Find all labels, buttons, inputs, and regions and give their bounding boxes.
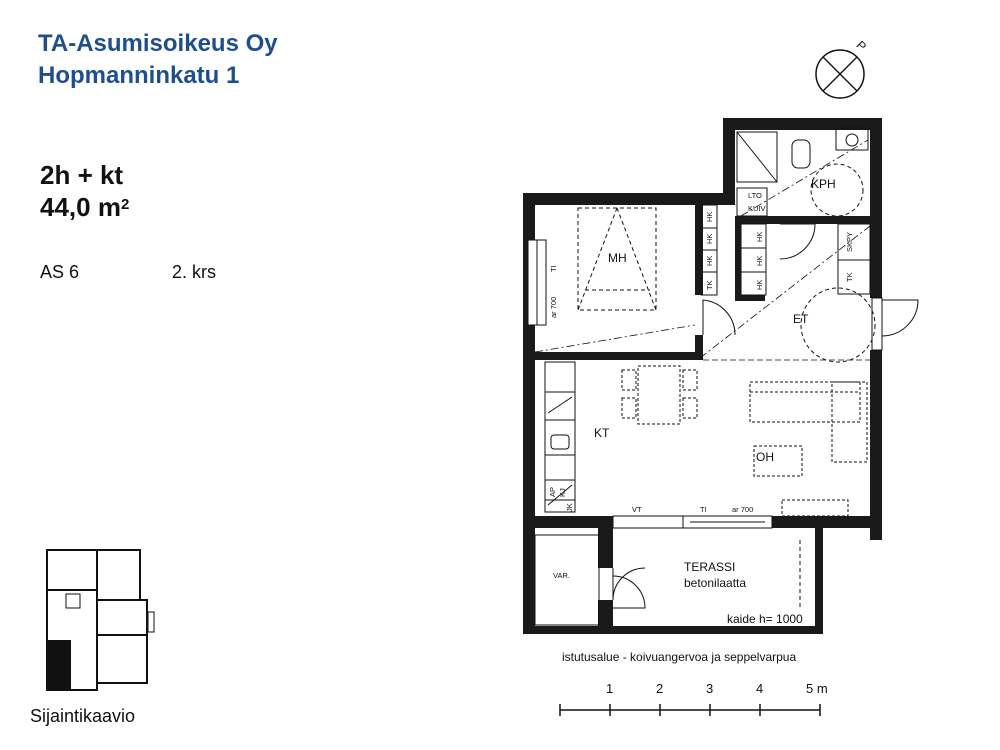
- terassi-material: betonilaatta: [684, 576, 747, 590]
- hk-label-6: HK: [755, 279, 764, 290]
- room-kt: KT: [594, 426, 610, 440]
- location-caption: Sijaintikaavio: [30, 706, 136, 726]
- left-window: [528, 240, 546, 325]
- planting-note: istutusalue - koivuangervoa ja seppelvarpua: [562, 650, 797, 664]
- bottom-windows: [613, 516, 772, 528]
- hk-label-4: HK: [755, 231, 764, 242]
- lto-label: LTO: [748, 191, 762, 200]
- hk-label-5: HK: [755, 255, 764, 266]
- dining-table: [622, 366, 697, 424]
- tk-label-1: TK: [705, 280, 714, 290]
- kj-label: KJ: [558, 488, 567, 497]
- compass-label: P: [853, 37, 870, 54]
- room-oh: OH: [756, 450, 774, 464]
- floor-label: 2. krs: [172, 262, 217, 282]
- scale-tick-4: 4: [756, 681, 764, 696]
- scale-bar: [560, 704, 820, 716]
- outer-walls: [523, 118, 882, 634]
- apartment-type: 2h + kt: [40, 160, 124, 190]
- hk-label-2: HK: [705, 233, 714, 244]
- location-highlight: [47, 640, 71, 690]
- tv-stand: [782, 500, 848, 516]
- hk-label-1: HK: [705, 211, 714, 222]
- address: Hopmanninkatu 1: [38, 62, 240, 89]
- room-et: ET: [793, 312, 809, 326]
- jk-label: JK: [565, 503, 574, 512]
- skpy-label: SKPY: [845, 231, 854, 252]
- location-detail: [66, 594, 80, 608]
- room-mh: MH: [608, 251, 627, 265]
- company-title: TA-Asumisoikeus Oy: [38, 30, 278, 57]
- railing-height: kaide h= 1000: [727, 612, 803, 626]
- area-value: 44,0 m: [40, 192, 121, 222]
- room-kph: KPH: [811, 177, 836, 191]
- turning-circle-et: [801, 288, 875, 362]
- area-unit-sup: 2: [120, 196, 130, 213]
- tk-label-2: TK: [845, 272, 854, 282]
- ap-label: AP: [548, 486, 557, 497]
- ti-label-mh: TI: [549, 265, 558, 272]
- room-var: VAR.: [553, 571, 570, 580]
- scale-tick-1: 1: [606, 681, 614, 696]
- ar-label-kt: ar 700: [732, 505, 754, 514]
- scale-tick-3: 3: [706, 681, 714, 696]
- kuiv-label: KUIV: [748, 204, 766, 213]
- ti-label-kt: TI: [700, 505, 707, 514]
- bathroom-fixtures: [737, 128, 868, 216]
- scale-tick-2: 2: [656, 681, 664, 696]
- ar-label-mh: ar 700: [549, 296, 558, 318]
- vt-label: VT: [632, 505, 642, 514]
- scale-tick-5: 5 m: [806, 681, 828, 696]
- room-terassi: TERASSI: [684, 560, 736, 574]
- hk-label-3: HK: [705, 255, 714, 266]
- compass-icon: [816, 38, 869, 98]
- apartment-id: AS 6: [40, 262, 80, 282]
